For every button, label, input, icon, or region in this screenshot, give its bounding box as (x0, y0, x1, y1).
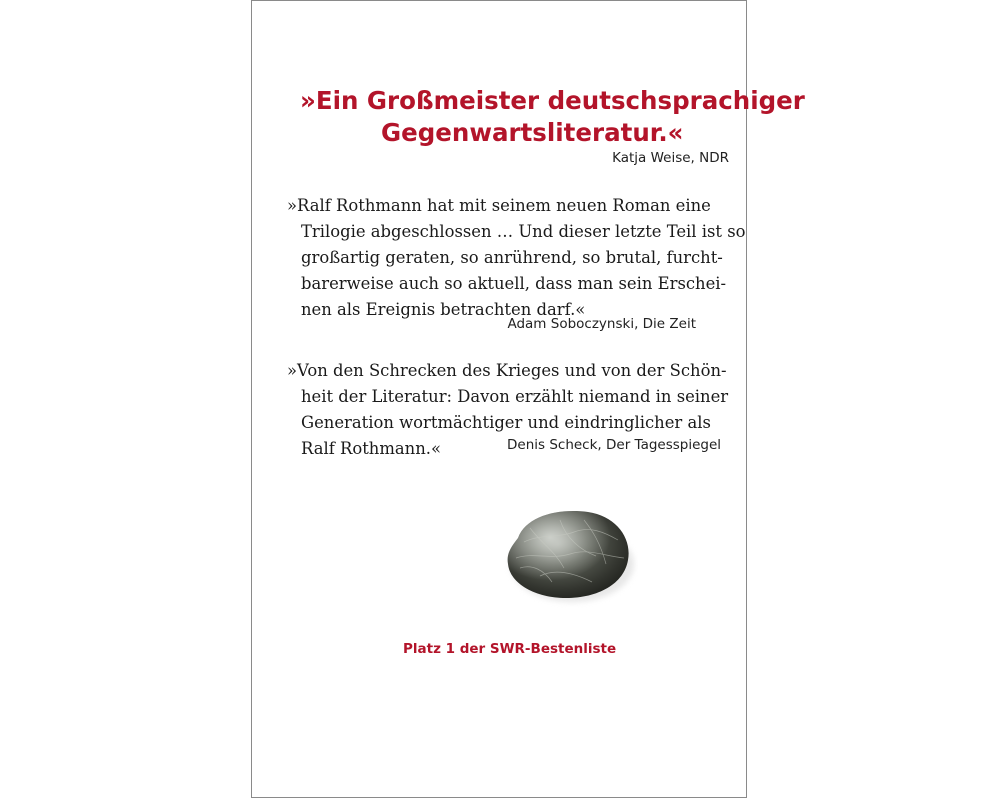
headline-attribution: Katja Weise, NDR (612, 150, 729, 166)
quote-2-line: Generation wortmächtiger und eindringlicher als (301, 413, 711, 432)
headline-line-1: »Ein Großmeister deutschsprachiger (300, 86, 805, 115)
quote-2-line: heit der Literatur: Davon erzählt niemand in seiner (301, 387, 729, 406)
headline-line-2: Gegenwartsliteratur.« (381, 118, 684, 147)
pebble-stone-image (500, 498, 638, 608)
quote-1-line: großartig geraten, so anrührend, so brutal, furcht- (301, 248, 723, 267)
quote-1-line: »Ralf Rothmann hat mit seinem neuen Roman eine (287, 196, 711, 215)
quote-2-attribution: Denis Scheck, Der Tagesspiegel (507, 437, 722, 453)
review-quote-1 (287, 193, 746, 323)
quote-1-line: Trilogie abgeschlossen … Und dieser letzte Teil ist so (301, 222, 746, 241)
bestseller-badge: Platz 1 der SWR-Bestenliste (403, 641, 617, 657)
quote-2-line: »Von den Schrecken des Krieges und von der Schön- (287, 361, 727, 380)
quote-1-line: nen als Ereignis betrachten darf.« (301, 300, 586, 319)
quote-1-attribution: Adam Soboczynski, Die Zeit (507, 316, 696, 332)
quote-1-line: barerweise auch so aktuell, dass man sein Erschei- (301, 274, 727, 293)
quote-2-line: Ralf Rothmann.« (301, 439, 442, 458)
